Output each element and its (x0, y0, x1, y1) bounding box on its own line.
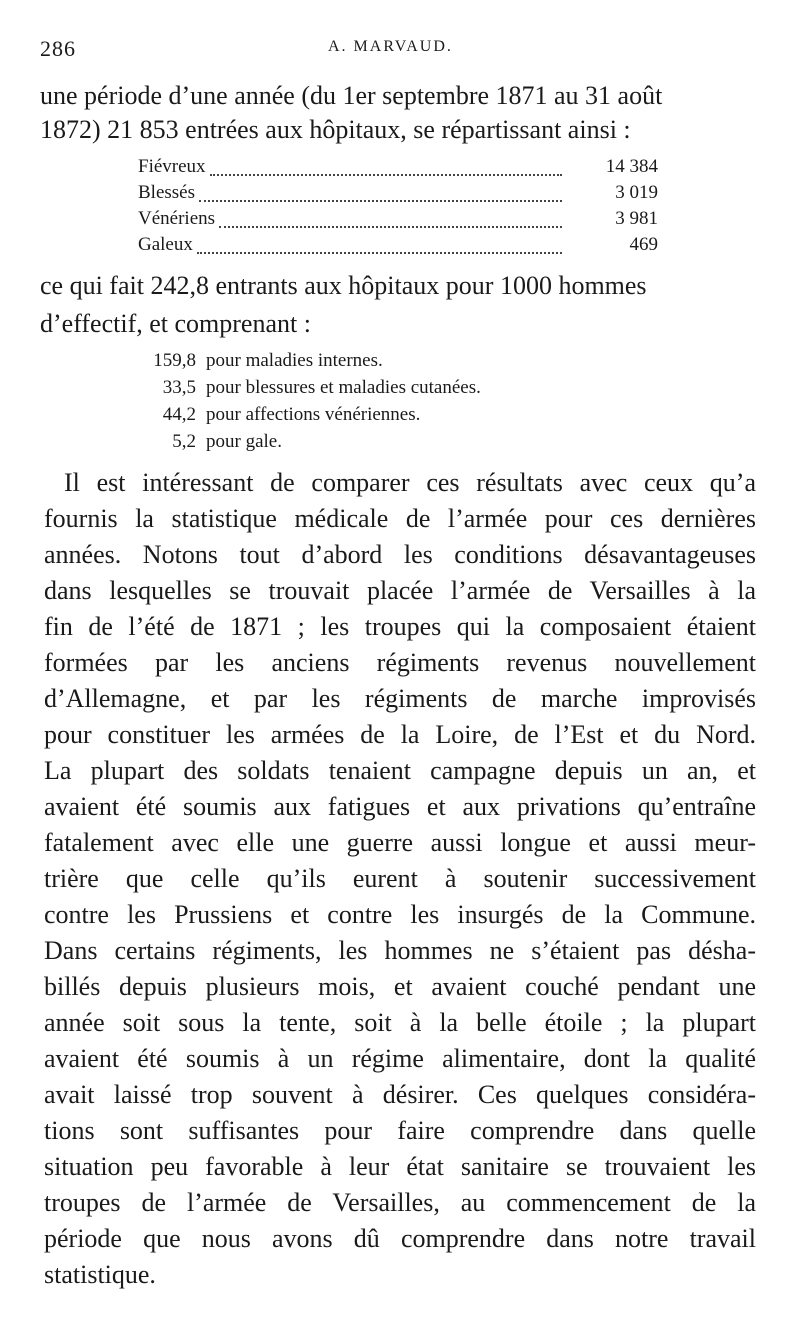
body-line: situation peu favorable à leur état sanitaire se trouvaient les (44, 1152, 756, 1181)
body-line: contre les Prussiens et contre les insurgés de la Commune. (44, 900, 756, 929)
rate-value: 5,2 (172, 431, 196, 452)
table-row (138, 156, 658, 182)
dot-leader (199, 194, 562, 202)
summary-line: ce qui fait 242,8 entrants aux hôpitaux pour 1000 hommes (40, 271, 647, 300)
table-row-value: 14 384 (605, 156, 658, 177)
table-row-value: 469 (629, 234, 658, 255)
rate-value: 44,2 (162, 404, 196, 425)
rate-value: 159,8 (153, 350, 196, 371)
dot-leader (197, 246, 562, 254)
admissions-table (138, 156, 658, 260)
rate-value: 33,5 (162, 377, 196, 398)
body-line: La plupart des soldats tenaient campagne depuis un an, et (44, 756, 756, 785)
body-line: année soit sous la tente, soit à la belle étoile ; la plupart (44, 1008, 756, 1037)
body-line: période que nous avons dû comprendre dans notre travail (44, 1224, 756, 1253)
table-row-label: Blessés (138, 182, 195, 203)
page-header (40, 36, 580, 66)
body-line: avait laissé trop souvent à désirer. Ces quelques considéra- (44, 1080, 756, 1109)
list-item (130, 404, 650, 431)
body-line: trière que celle qu’ils eurent à soutenir successivement (44, 864, 756, 893)
body-line: avaient été soumis aux fatigues et aux privations qu’entraîne (44, 792, 756, 821)
body-line: statistique. (44, 1260, 156, 1289)
page-number: 286 (40, 36, 76, 61)
body-line: années. Notons tout d’abord les conditions désavantageuses (44, 540, 756, 569)
table-row (138, 208, 658, 234)
dot-leader (210, 168, 562, 176)
body-line: pour constituer les armées de la Loire, de l’Est et du Nord. (44, 720, 756, 749)
dot-leader (219, 220, 562, 228)
rate-label: pour blessures et maladies cutanées. (206, 377, 481, 398)
body-line: dans lesquelles se trouvait placée l’armée de Versailles à la (44, 576, 756, 605)
body-line: Il est intéressant de comparer ces résultats avec ceux qu’a (64, 468, 756, 497)
list-item (130, 377, 650, 404)
body-line: fin de l’été de 1871 ; les troupes qui la composaient étaient (44, 612, 756, 641)
body-line: troupes de l’armée de Versailles, au commencement de la (44, 1188, 756, 1217)
body-line: fournis la statistique médicale de l’armée pour ces dernières (44, 504, 756, 533)
body-line: Dans certains régiments, les hommes ne s’étaient pas désha- (44, 936, 756, 965)
rate-label: pour gale. (206, 431, 282, 452)
table-row (138, 182, 658, 208)
rate-label: pour maladies internes. (206, 350, 383, 371)
body-line: avaient été soumis à un régime alimentaire, dont la qualité (44, 1044, 756, 1073)
table-row-label: Fiévreux (138, 156, 206, 177)
rate-label: pour affections vénériennes. (206, 404, 421, 425)
table-row-value: 3 019 (615, 182, 658, 203)
list-item (130, 350, 650, 377)
body-line: fatalement avec elle une guerre aussi longue et aussi meur- (44, 828, 756, 857)
body-line: d’Allemagne, et par les régiments de marche improvisés (44, 684, 756, 713)
table-row-value: 3 981 (615, 208, 658, 229)
table-row-label: Galeux (138, 234, 193, 255)
body-line: formées par les anciens régiments revenus nouvellement (44, 648, 756, 677)
body-line: tions sont suffisantes pour faire comprendre dans quelle (44, 1116, 756, 1145)
summary-line: d’effectif, et comprenant : (40, 309, 311, 338)
running-head: A. MARVAUD. (328, 38, 453, 55)
intro-line: 1872) 21 853 entrées aux hôpitaux, se répartissant ainsi : (40, 115, 631, 144)
body-line: billés depuis plusieurs mois, et avaient couché pendant une (44, 972, 756, 1001)
list-item (130, 431, 650, 458)
table-row (138, 234, 658, 260)
intro-line: une période d’une année (du 1er septembre 1871 au 31 août (40, 81, 663, 110)
rates-list (130, 350, 650, 458)
table-row-label: Vénériens (138, 208, 216, 229)
